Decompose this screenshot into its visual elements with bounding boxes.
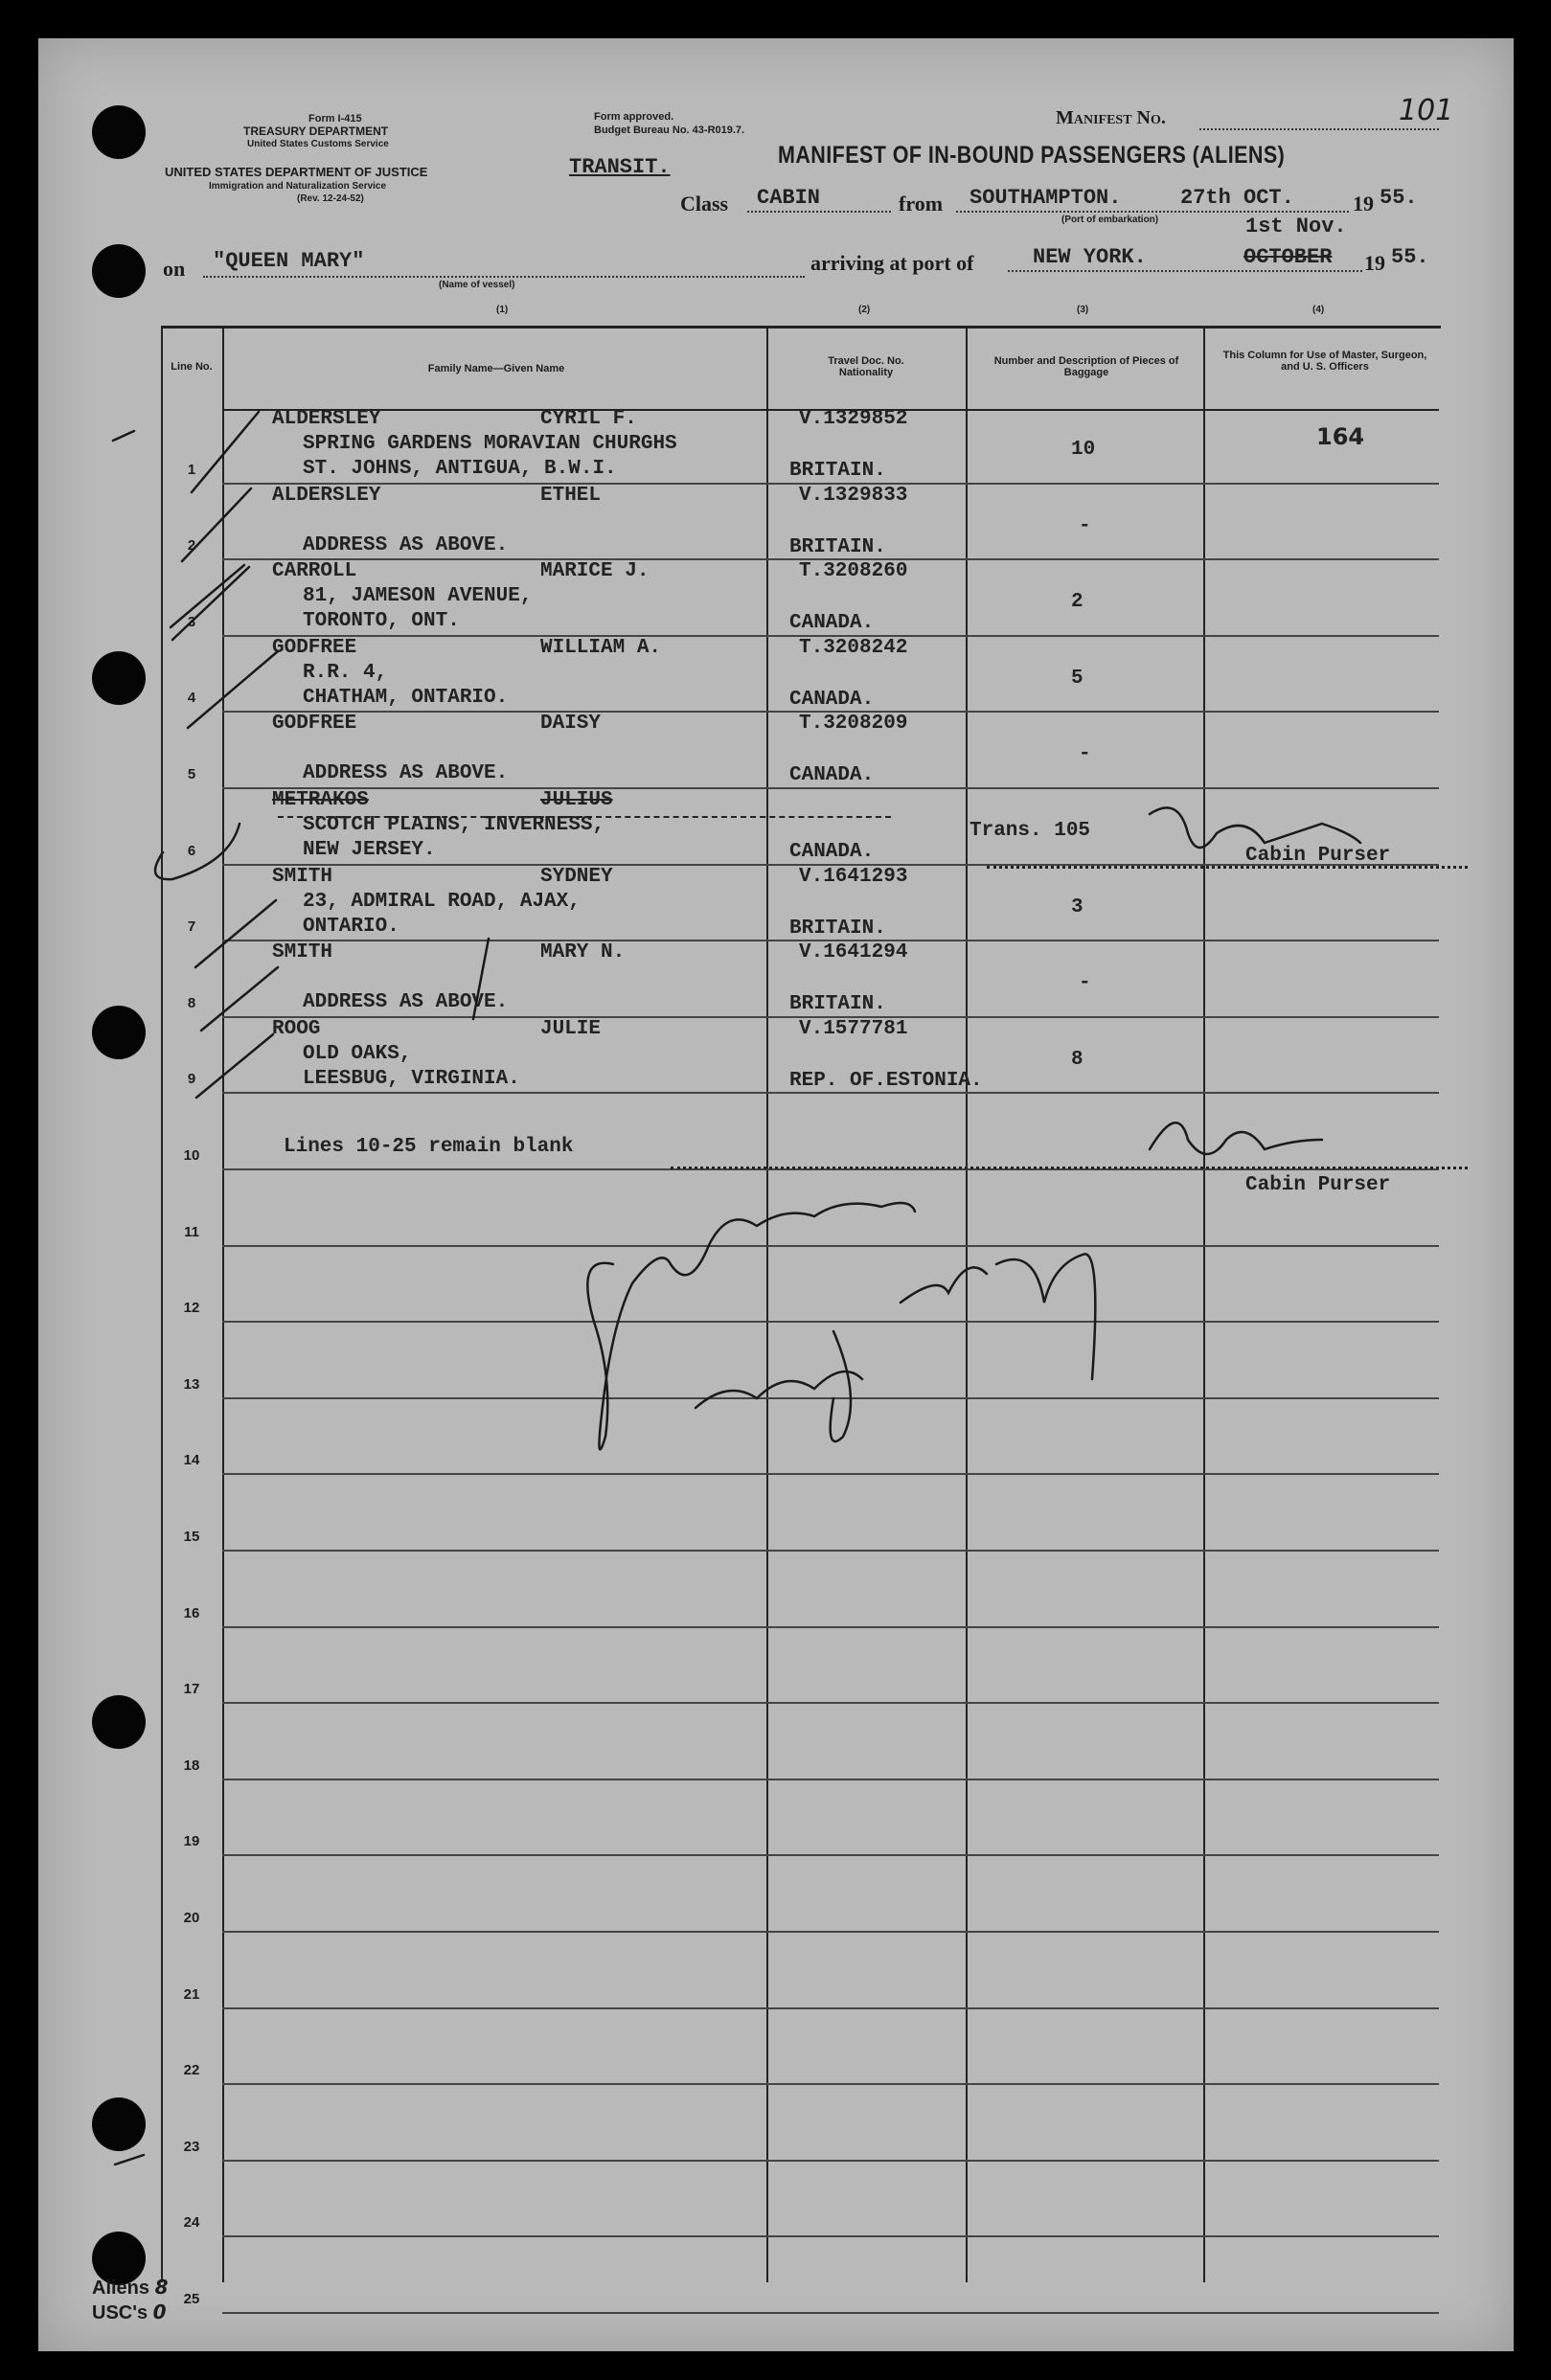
- line-number: 16: [183, 1604, 200, 1621]
- address-line-1: R.R. 4,: [303, 661, 388, 684]
- nationality: CANADA.: [789, 612, 875, 635]
- travel-doc-number: V.1329852: [799, 408, 908, 430]
- line-number: 20: [183, 1910, 200, 1926]
- ins-service: Immigration and Naturalization Service: [209, 181, 387, 192]
- budget-bureau: Budget Bureau No. 43-R019.7.: [594, 125, 745, 136]
- travel-doc-number: T.3208260: [799, 560, 908, 583]
- travel-doc-number: T.3208209: [799, 713, 908, 736]
- family-name: ALDERSLEY: [272, 408, 381, 430]
- line-number: 13: [183, 1375, 200, 1393]
- nationality: REP. OF.ESTONIA.: [789, 1069, 983, 1092]
- family-name: METRAKOS: [272, 789, 369, 811]
- family-name: GODFREE: [272, 713, 357, 736]
- nationality: BRITAIN.: [789, 535, 886, 558]
- line-number: 11: [184, 1223, 199, 1240]
- col-number-3: (3): [1077, 305, 1089, 315]
- line-number: 4: [187, 690, 196, 707]
- officer-title: Cabin Purser: [1245, 845, 1391, 867]
- col-header-name: Family Name—Given Name: [427, 363, 565, 374]
- address-line-2: NEW JERSEY.: [303, 839, 436, 861]
- usc-label: USC's: [92, 2302, 148, 2323]
- form-revision: (Rev. 12-24-52): [297, 193, 364, 204]
- line-number: 10: [183, 1147, 200, 1164]
- given-name: MARY N.: [540, 941, 626, 964]
- given-name: MARICE J.: [540, 560, 650, 583]
- form-number: Form I-415: [308, 113, 362, 125]
- manifest-title: MANIFEST OF IN-BOUND PASSENGERS (ALIENS): [778, 142, 1286, 169]
- nationality: BRITAIN.: [789, 993, 886, 1016]
- family-name: ROOG: [272, 1017, 321, 1040]
- col-number-4: (4): [1312, 305, 1325, 315]
- address-line-2: LEESBUG, VIRGINIA.: [303, 1067, 520, 1090]
- address-line-1: 23, ADMIRAL ROAD, AJAX,: [303, 890, 581, 913]
- address-line-2: ONTARIO.: [303, 915, 399, 938]
- line-number: 18: [183, 1757, 200, 1774]
- transit-label: TRANSIT.: [569, 155, 671, 179]
- col-number-1: (1): [496, 305, 509, 315]
- line-number: 23: [183, 2138, 200, 2155]
- nationality: CANADA.: [789, 764, 875, 787]
- treasury-dept: TREASURY DEPARTMENT: [243, 125, 389, 138]
- address-line-1: OLD OAKS,: [303, 1042, 412, 1065]
- footer-aliens: [92, 2276, 169, 2300]
- line-number: 1: [187, 461, 196, 478]
- family-name: ALDERSLEY: [272, 484, 381, 507]
- nationality: BRITAIN.: [789, 460, 886, 482]
- line-number: 17: [183, 1681, 200, 1698]
- address-line-2: ST. JOHNS, ANTIGUA, B.W.I.: [303, 458, 617, 480]
- given-name: WILLIAM A.: [540, 636, 662, 659]
- baggage-count: 5: [1071, 667, 1083, 690]
- year-prefix-2: 19: [1364, 251, 1385, 275]
- baggage-count: Trans. 105: [969, 820, 1091, 842]
- line-number: 9: [187, 1071, 196, 1088]
- given-name: JULIUS: [540, 789, 613, 811]
- baggage-count: 2: [1071, 591, 1083, 614]
- justice-dept: UNITED STATES DEPARTMENT OF JUSTICE: [165, 165, 428, 179]
- address-line-1: SCOTCH PLAINS, INVERNESS,: [303, 814, 605, 836]
- line-number: 22: [183, 2062, 200, 2079]
- travel-doc-number: V.1577781: [799, 1017, 908, 1040]
- line-number: 15: [183, 1529, 200, 1545]
- arrival-date: 1st Nov.: [1245, 215, 1347, 238]
- col-header-baggage: Number and Description of Pieces of Baggage: [993, 355, 1179, 378]
- given-name: ETHEL: [540, 484, 602, 507]
- year-prefix-1: 19: [1353, 192, 1374, 215]
- year-value-1: 55.: [1380, 186, 1418, 210]
- given-name: JULIE: [540, 1017, 602, 1040]
- given-name: DAISY: [540, 713, 602, 736]
- line-number: 5: [187, 766, 196, 782]
- col-number-2: (2): [858, 305, 871, 315]
- arrival-port: NEW YORK.: [1033, 245, 1147, 269]
- footer-usc: [92, 2301, 167, 2324]
- usc-count: 0: [152, 2301, 167, 2323]
- from-label: from: [899, 192, 944, 215]
- on-label: on: [163, 257, 186, 281]
- line-number: 6: [187, 842, 196, 859]
- address-line-2: TORONTO, ONT.: [303, 610, 460, 633]
- baggage-count: 3: [1071, 895, 1083, 918]
- col-header-travel-doc: Travel Doc. No. Nationality: [828, 355, 904, 378]
- address-line-2: CHATHAM, ONTARIO.: [303, 686, 509, 709]
- line-number: 3: [187, 613, 196, 630]
- family-name: SMITH: [272, 865, 333, 888]
- port-embarkation-caption: (Port of embarkation): [1061, 215, 1159, 225]
- embarkation-port: SOUTHAMPTON.: [969, 186, 1122, 210]
- travel-doc-number: V.1329833: [799, 484, 908, 507]
- arriving-label: arriving at port of: [810, 251, 974, 275]
- year-value-2: 55.: [1391, 245, 1429, 269]
- aliens-count: 8: [154, 2276, 169, 2299]
- line-number: 12: [183, 1300, 200, 1317]
- line-number: 19: [183, 1833, 200, 1850]
- vessel-caption: (Name of vessel): [439, 280, 515, 290]
- given-name: CYRIL F.: [540, 408, 637, 430]
- given-name: SYDNEY: [540, 865, 613, 888]
- manifest-no-value: 101: [1399, 94, 1454, 127]
- baggage-count: -: [1079, 743, 1091, 766]
- baggage-count: 10: [1071, 439, 1096, 461]
- address-line-2: ADDRESS AS ABOVE.: [303, 762, 509, 785]
- address-line-1: SPRING GARDENS MORAVIAN CHURGHS: [303, 433, 677, 455]
- baggage-count: -: [1079, 972, 1091, 995]
- officer-number: 164: [1316, 423, 1365, 450]
- family-name: CARROLL: [272, 560, 357, 583]
- address-line-2: ADDRESS AS ABOVE.: [303, 991, 509, 1014]
- form-approved: Form approved.: [594, 111, 674, 123]
- family-name: GODFREE: [272, 636, 357, 659]
- aliens-label: Aliens: [92, 2278, 150, 2299]
- col-header-officers: This Column for Use of Master, Surgeon, and U. S. Officers: [1222, 350, 1427, 373]
- col-header-line: Line No.: [171, 361, 213, 373]
- embarkation-date: 27th OCT.: [1180, 186, 1294, 210]
- line-number: 2: [187, 537, 196, 555]
- class-value: CABIN: [757, 186, 821, 210]
- blank-lines-note: Lines 10-25 remain blank: [284, 1136, 574, 1158]
- travel-doc-number: V.1641294: [799, 941, 908, 964]
- address-line-1: 81, JAMESON AVENUE,: [303, 585, 533, 608]
- travel-doc-number: V.1641293: [799, 865, 908, 888]
- nationality: CANADA.: [789, 688, 875, 711]
- customs-service: United States Customs Service: [247, 139, 389, 149]
- line-number: 8: [187, 994, 196, 1011]
- nationality: CANADA.: [789, 841, 875, 863]
- line-number: 7: [187, 918, 196, 936]
- travel-doc-number: T.3208242: [799, 636, 908, 659]
- manifest-no-label: Manifest No.: [1056, 107, 1166, 128]
- line-number: 25: [183, 2291, 200, 2307]
- address-line-2: ADDRESS AS ABOVE.: [303, 533, 509, 556]
- line10-officer-title: Cabin Purser: [1245, 1174, 1391, 1196]
- line-number: 21: [183, 1985, 200, 2003]
- class-label: Class: [680, 192, 729, 215]
- vessel-name: "QUEEN MARY": [213, 249, 365, 273]
- nationality: BRITAIN.: [789, 917, 886, 940]
- family-name: SMITH: [272, 941, 333, 964]
- line-number: 24: [183, 2214, 200, 2232]
- baggage-count: -: [1079, 514, 1091, 537]
- arrival-month-struck: OCTOBER: [1243, 245, 1333, 269]
- line-number: 14: [183, 1452, 200, 1469]
- baggage-count: 8: [1071, 1048, 1083, 1071]
